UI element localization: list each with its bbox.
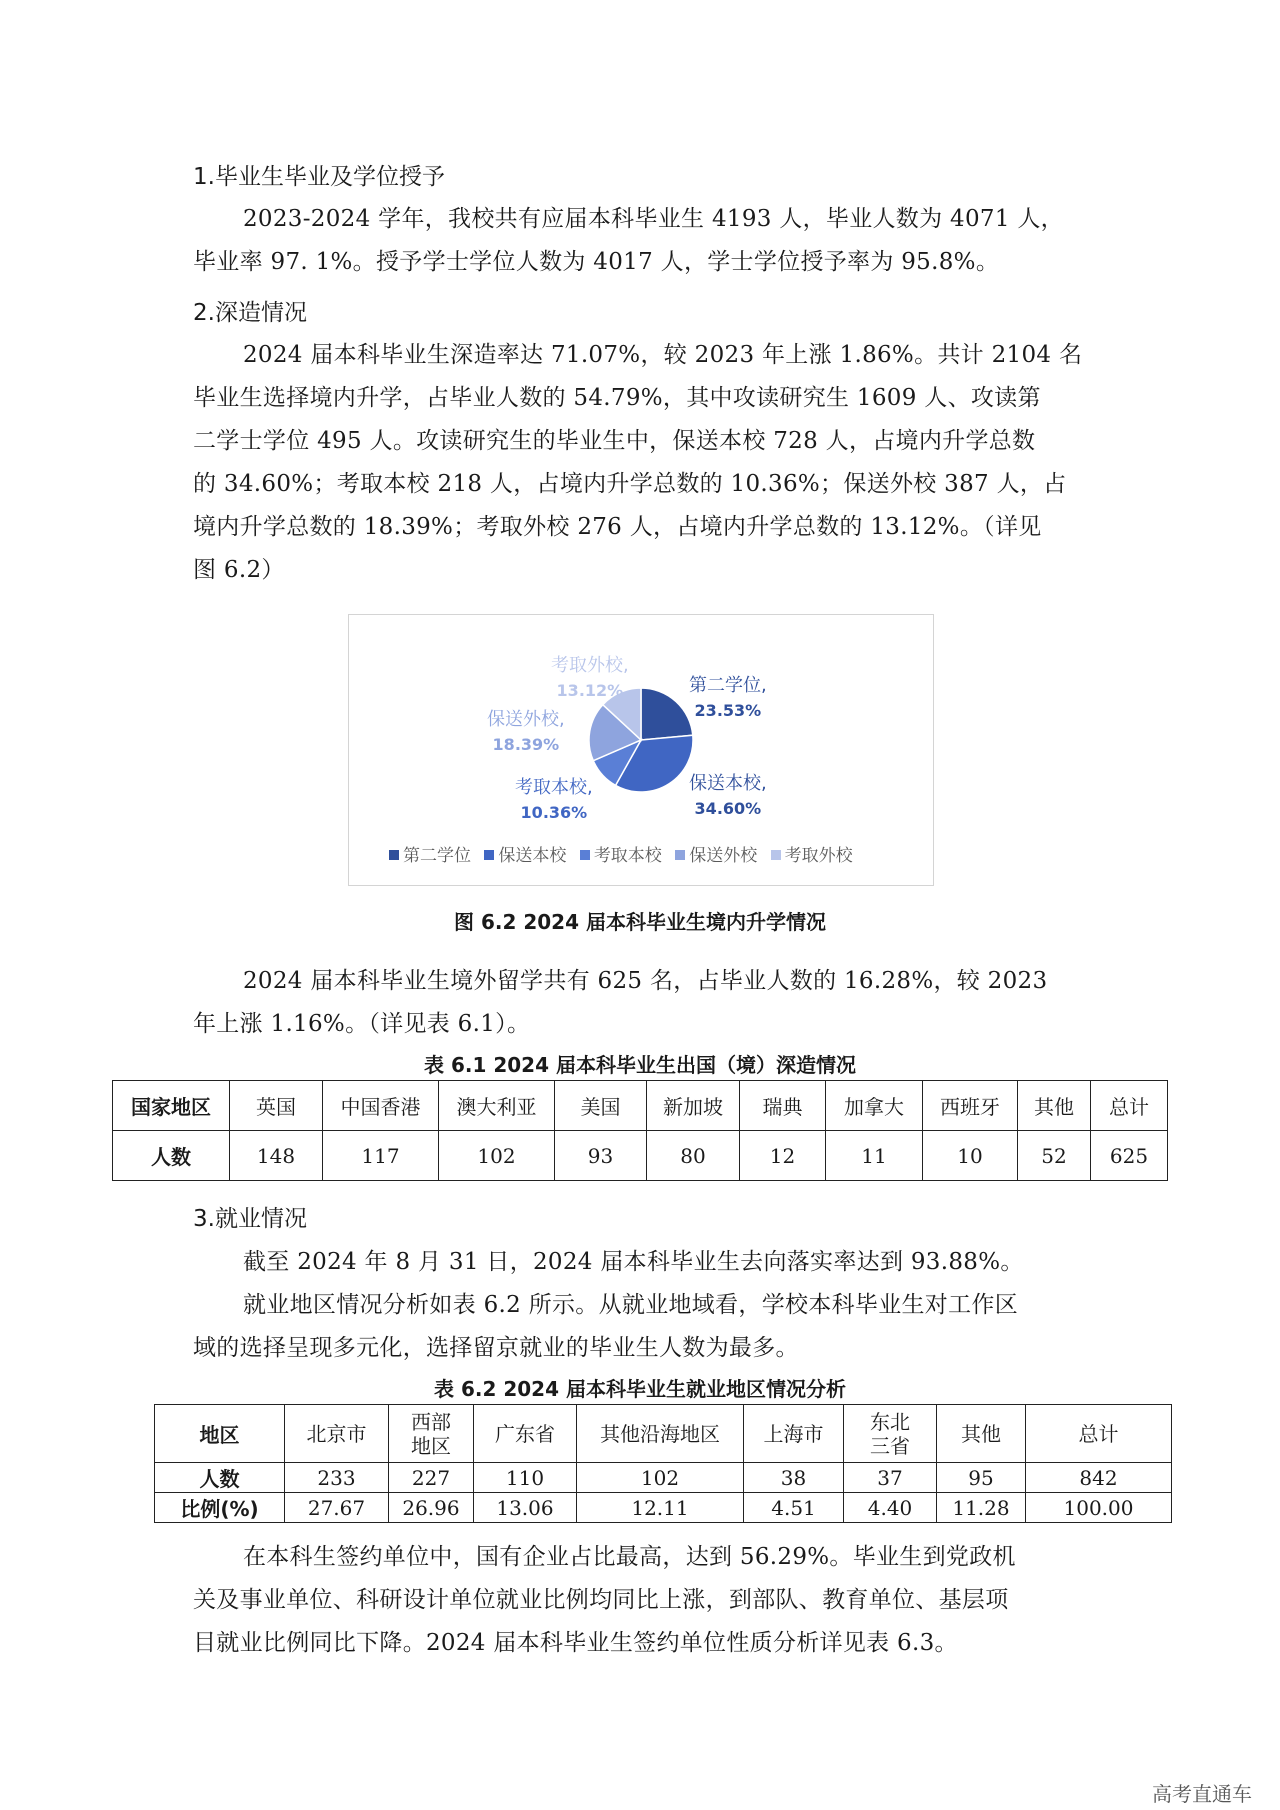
table-header-cell: 西班牙 [923,1081,1018,1131]
paragraph-line: 2024 届本科毕业生境外留学共有 625 名，占毕业人数的 16.28%，较 2023 [243,968,1048,994]
pie-label-value: 34.60% [694,799,762,818]
table-row [113,1131,1168,1181]
pie-label-exam-home [515,775,593,825]
legend-label: 考取外校 [784,846,853,866]
legend-swatch [771,850,781,860]
table-row-label: 比例(%) [155,1493,285,1523]
pie-chart-figure [348,614,934,886]
table-cell: 93 [555,1131,647,1181]
table-row-label: 人数 [113,1131,230,1181]
pie-label-recommended-other [487,707,565,757]
table-cell: 4.40 [844,1493,937,1523]
table-cell: 10 [923,1131,1018,1181]
table-cell: 4.51 [744,1493,844,1523]
table-employment-region [154,1404,1172,1523]
table-header-cell: 中国香港 [323,1081,439,1131]
legend-item [484,841,566,866]
pie-label-name: 考取外校, [551,655,629,676]
table-header-label: 国家地区 [113,1081,230,1131]
table-header-cell: 其他沿海地区 [577,1405,744,1463]
paragraph-line: 境内升学总数的 18.39%；考取外校 276 人，占境内升学总数的 13.12%。（详见 [193,514,1042,540]
section2-heading: 2.深造情况 [193,300,307,326]
table-header-cell: 美国 [555,1081,647,1131]
table-header-cell: 加拿大 [826,1081,923,1131]
table-header-cell: 东北 三省 [844,1405,937,1463]
table-header-cell: 广东省 [474,1405,577,1463]
table-cell: 110 [474,1463,577,1493]
pie-label-value: 23.53% [694,701,762,720]
chart-legend [389,841,861,866]
table-cell: 27.67 [285,1493,389,1523]
pie-label-name: 保送本校, [689,773,767,794]
table-header-row [113,1081,1168,1131]
table-cell: 80 [647,1131,740,1181]
legend-label: 第二学位 [403,846,471,866]
table-cell: 102 [439,1131,555,1181]
table-header-row [155,1405,1172,1463]
legend-item [675,841,757,866]
paragraph-line: 的 34.60%；考取本校 218 人，占境内升学总数的 10.36%；保送外校 387 人，占 [193,471,1067,497]
table-cell: 148 [230,1131,323,1181]
table-cell: 12 [740,1131,826,1181]
table-row-label: 人数 [155,1463,285,1493]
paragraph-line: 图 6.2） [193,557,285,583]
pie-label-name: 保送外校, [487,709,565,730]
table-cell: 95 [937,1463,1026,1493]
table-row [155,1493,1172,1523]
pie-label-name: 第二学位, [689,675,767,696]
table-cell: 52 [1018,1131,1091,1181]
table-study-abroad [112,1080,1168,1181]
paragraph-line: 2023-2024 学年，我校共有应届本科毕业生 4193 人，毕业人数为 4071 人， [243,206,1064,232]
table-cell: 233 [285,1463,389,1493]
legend-swatch [675,850,685,860]
table-cell: 38 [744,1463,844,1493]
section3-heading: 3.就业情况 [193,1206,307,1232]
pie-label-name: 考取本校, [515,777,593,798]
legend-item [580,841,662,866]
table-header-cell: 上海市 [744,1405,844,1463]
table-cell: 227 [389,1463,474,1493]
legend-item [389,841,471,866]
pie-slice [641,688,693,740]
figure-caption: 图 6.2 2024 届本科毕业生境内升学情况 [454,910,826,934]
legend-label: 保送本校 [498,846,567,866]
table-header-cell: 其他 [937,1405,1026,1463]
paragraph-line: 二学士学位 495 人。攻读研究生的毕业生中，保送本校 728 人，占境内升学总数 [193,428,1036,454]
paragraph-line: 目就业比例同比下降。2024 届本科毕业生签约单位性质分析详见表 6.3。 [193,1630,958,1656]
table-cell: 625 [1091,1131,1168,1181]
pie-label-value: 13.12% [556,681,624,700]
table-header-cell: 澳大利亚 [439,1081,555,1131]
table-header-cell: 其他 [1018,1081,1091,1131]
paragraph-line: 域的选择呈现多元化，选择留京就业的毕业生人数为最多。 [193,1335,799,1361]
table-header-cell: 西部 地区 [389,1405,474,1463]
pie-label-second-degree [689,673,767,723]
table-cell: 37 [844,1463,937,1493]
paragraph-line: 关及事业单位、科研设计单位就业比例均同比上涨，到部队、教育单位、基层项 [193,1587,1009,1613]
legend-label: 考取本校 [593,846,662,866]
legend-label: 保送外校 [689,846,758,866]
paragraph-line: 年上涨 1.16%。（详见表 6.1）。 [193,1011,531,1037]
table-row [155,1463,1172,1493]
table-cell: 12.11 [577,1493,744,1523]
legend-swatch [389,850,399,860]
pie-label-value: 18.39% [492,735,560,754]
table-cell: 13.06 [474,1493,577,1523]
table2-caption: 表 6.2 2024 届本科毕业生就业地区情况分析 [434,1377,846,1401]
pie-label-value: 10.36% [520,803,588,822]
table-cell: 11.28 [937,1493,1026,1523]
table-cell: 842 [1026,1463,1172,1493]
pie-label-exam-other [551,653,629,703]
section1-heading: 1.毕业生毕业及学位授予 [193,164,445,190]
table-header-cell: 总计 [1091,1081,1168,1131]
paragraph-line: 毕业生选择境内升学，占毕业人数的 54.79%，其中攻读研究生 1609 人、攻读第 [193,385,1041,411]
legend-item [771,841,853,866]
table-header-label: 地区 [155,1405,285,1463]
watermark: 高考直通车 [1152,1782,1252,1806]
table1-caption: 表 6.1 2024 届本科毕业生出国（境）深造情况 [424,1053,856,1077]
paragraph-line: 毕业率 97. 1%。授予学士学位人数为 4017 人，学士学位授予率为 95.8%。 [193,249,1000,275]
paragraph-line: 在本科生签约单位中，国有企业占比最高，达到 56.29%。毕业生到党政机 [243,1544,1016,1570]
legend-swatch [484,850,494,860]
table-header-cell: 英国 [230,1081,323,1131]
legend-swatch [580,850,590,860]
table-cell: 100.00 [1026,1493,1172,1523]
pie-label-recommended-home [689,771,767,821]
table-header-cell: 瑞典 [740,1081,826,1131]
table-cell: 26.96 [389,1493,474,1523]
table-header-cell: 总计 [1026,1405,1172,1463]
table-header-cell: 新加坡 [647,1081,740,1131]
paragraph-line: 2024 届本科毕业生深造率达 71.07%，较 2023 年上涨 1.86%。共计 2104 名 [243,342,1083,368]
paragraph-line: 截至 2024 年 8 月 31 日，2024 届本科毕业生去向落实率达到 93.88%。 [243,1249,1024,1275]
table-cell: 11 [826,1131,923,1181]
table-header-cell: 北京市 [285,1405,389,1463]
paragraph-line: 就业地区情况分析如表 6.2 所示。从就业地域看，学校本科毕业生对工作区 [243,1292,1018,1318]
table-cell: 117 [323,1131,439,1181]
table-cell: 102 [577,1463,744,1493]
